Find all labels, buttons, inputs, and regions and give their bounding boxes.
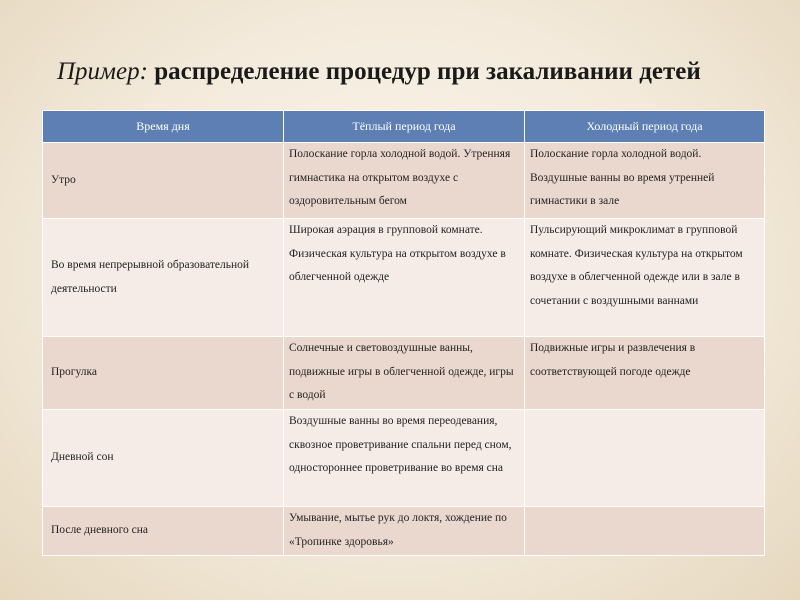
row-cold-cell: Пульсирующий микроклимат в групповой комнате. Физическая культура на открытом воздухе в облегченной одежде или в зале в сочетании с воздушными ваннами <box>525 219 765 337</box>
row-cold-cell: Полоскание горла холодной водой. Воздушные ванны во время утренней гимнастики в зале <box>525 143 765 219</box>
row-cold-cell <box>525 507 765 556</box>
table-header-row <box>43 111 765 143</box>
table-row <box>43 219 765 337</box>
row-time-cell: Во время непрерывной образовательной деятельности <box>43 219 284 337</box>
row-cold-cell <box>525 410 765 507</box>
header-warm-period: Тёплый период года <box>284 111 525 143</box>
row-cold-cell: Подвижные игры и развлечения в соответствующей погоде одежде <box>525 337 765 410</box>
table-row <box>43 337 765 410</box>
row-time-cell: Прогулка <box>43 337 284 410</box>
row-warm-cell: Воздушные ванны во время переодевания, сквозное проветривание спальни перед сном, одностороннее проветривание во время сна <box>284 410 525 507</box>
row-warm-cell: Широкая аэрация в групповой комнате. Физическая культура на открытом воздухе в облегченной одежде <box>284 219 525 337</box>
hardening-schedule-table <box>42 110 765 556</box>
row-warm-cell: Умывание, мытье рук до локтя, хождение по «Тропинке здоровья» <box>284 507 525 556</box>
title-main: распределение процедур при закаливании детей <box>154 58 701 85</box>
row-warm-cell: Солнечные и световоздушные ванны, подвижные игры в облегченной одежде, игры с водой <box>284 337 525 410</box>
table-row <box>43 410 765 507</box>
table-row <box>43 507 765 556</box>
title-prefix: Пример: <box>57 58 148 85</box>
row-warm-cell: Полоскание горла холодной водой. Утренняя гимнастика на открытом воздухе с оздоровительным бегом <box>284 143 525 219</box>
table-row <box>43 143 765 219</box>
row-time-cell: Утро <box>43 143 284 219</box>
slide-title <box>57 58 701 86</box>
row-time-cell: После дневного сна <box>43 507 284 556</box>
row-time-cell: Дневной сон <box>43 410 284 507</box>
header-time-of-day: Время дня <box>43 111 284 143</box>
header-cold-period: Холодный период года <box>525 111 765 143</box>
